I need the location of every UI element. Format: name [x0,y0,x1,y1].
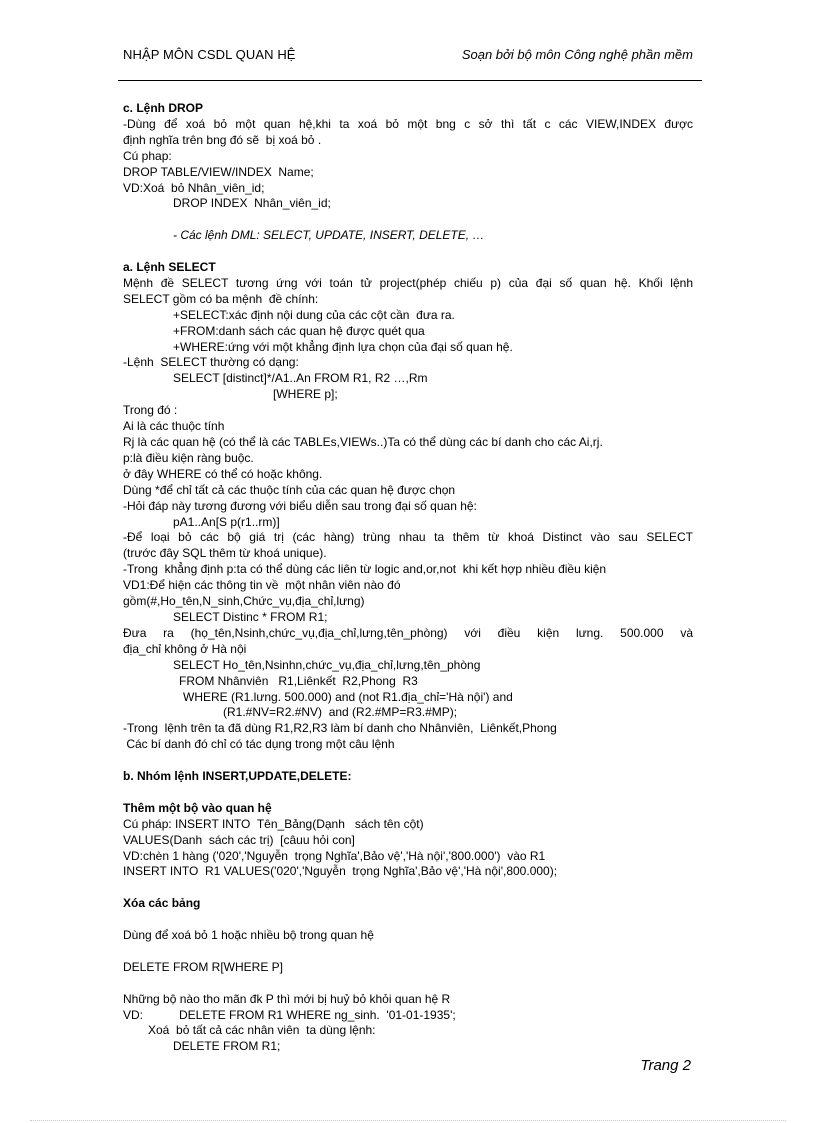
formula-line: pA1..An[S p(r1..rm)] [173,514,280,529]
code-line: DROP TABLE/VIEW/INDEX Name; [123,164,314,179]
paragraph-line: Rj là các quan hệ (có thể là các TABLEs,VIEWs..)Ta có thể dùng các bí danh cho các Ai,rj. [123,435,603,449]
code-line: INSERT INTO R1 VALUES('020','Nguyễn trọng Nghĩa',Bảo vệ','Hà nội',800.000); [123,864,558,879]
section-title-select: a. Lệnh SELECT [123,260,216,275]
paragraph-line: p:là điều kiện ràng buộc. [123,450,254,465]
spacer [123,944,693,960]
code-inline: DELETE FROM R1 WHERE ng_sinh. '01-01-1935'; [179,1007,456,1022]
paragraph-line: Mệnh đề SELECT tương ứng với toán tử project(phép chiếu p) của đại số quan hệ. Khối lệnh [123,275,693,290]
spacer [123,753,693,769]
paragraph-line: VD:Xoá bỏ Nhân_viên_id; [123,180,265,195]
paragraph-line: -Để loại bỏ các bộ giá trị (các hàng) trùng nhau ta thêm từ khoá Distinct vào sau SELECT [123,530,693,545]
header-divider [118,80,702,81]
section-title-insert: Thêm một bộ vào quan hệ [123,800,272,815]
paragraph-line: Trong đó : [123,403,178,418]
spacer [123,785,693,801]
header-author: Soạn bởi bộ môn Công nghệ phần mềm [461,47,693,62]
section-title-group: b. Nhóm lệnh INSERT,UPDATE,DELETE: [123,769,352,784]
dml-note: - Các lệnh DML: SELECT, UPDATE, INSERT, DELETE, … [173,228,485,243]
paragraph-line: Xoá bỏ tất cả các nhân viên ta dùng lệnh: [148,1023,376,1038]
code-line: SELECT Ho_tên,Nsinhn,chức_vụ,địa_chỉ,lưng,tên_phòng [173,657,481,672]
code-line: DROP INDEX Nhân_viên_id; [173,196,331,211]
paragraph-line: -Dùng để xoá bỏ một quan hệ,khi ta xoá bỏ một bng c sở thì tất c các VIEW,INDEX được [123,116,693,131]
paragraph-line: VD:chèn 1 hàng ('020','Nguyễn trọng Nghĩa',Bảo vệ','Hà nội','800.000') vào R1 [123,848,546,863]
spacer [123,912,693,928]
paragraph-line: Những bộ nào tho mãn đk P thì mới bị huỷ bỏ khỏi quan hệ R [123,991,451,1006]
paragraph-line: định nghĩa trên bng đó sẽ bị xoá bỏ . [123,132,322,147]
document-body [123,101,693,1055]
page-header [123,47,693,67]
paragraph-line: (trước đây SQL thêm từ khoá unique). [123,546,327,561]
code-line: [WHERE p]; [273,387,338,402]
code-line: DELETE FROM R[WHERE P] [123,959,284,974]
section-title-drop: c. Lệnh DROP [123,101,204,115]
paragraph-line: Ai là các thuộc tính [123,419,225,434]
spacer [123,212,693,228]
paragraph-line: Đưa ra (họ_tên,Nsinh,chức_vụ,địa_chỉ,lưng,tên_phòng) với điều kiện lưng. 500.000 và [123,625,693,640]
paragraph-line: Cú phap: [123,148,172,163]
list-item: +FROM:danh sách các quan hệ được quét qua [173,323,425,338]
paragraph-line: Cú pháp: INSERT INTO Tên_Bảng(Dạnh sách tên cột) [123,816,424,831]
example-label: VD: [123,1007,144,1022]
code-line: FROM Nhânviên R1,Liênkết R2,Phong R3 [179,673,418,688]
paragraph-line: địa_chỉ không ở Hà nội [123,641,247,656]
paragraph-line: Dùng *để chỉ tất cả các thuộc tính của các quan hệ được chọn [123,482,456,497]
code-line: (R1.#NV=R2.#NV) and (R2.#MP=R3.#MP); [223,705,458,720]
page-bottom-border [30,1120,786,1121]
paragraph-line: VD1:Để hiện các thông tin về một nhân viên nào đó [123,578,401,593]
code-line: SELECT [distinct]*/A1..An FROM R1, R2 …,Rm [173,371,428,386]
list-item: +WHERE:ứng với một khẳng định lựa chọn của đại số quan hệ. [173,339,513,354]
code-line: WHERE (R1.lưng. 500.000) and (not R1.địa_chỉ='Hà nội') and [183,689,513,704]
list-item: +SELECT:xác định nội dung của các cột cần đưa ra. [173,307,455,322]
paragraph-line: VALUES(Danh sách các trị) [câuu hỏi con] [123,832,355,847]
spacer [123,880,693,896]
section-title-delete: Xóa các bảng [123,896,201,911]
paragraph-line: -Lệnh SELECT thường có dạng: [123,355,299,370]
paragraph-line: -Hỏi đáp này tương đương với biểu diễn sau trong đại số quan hệ: [123,498,477,513]
page-number: Trang 2 [640,1057,691,1074]
paragraph-line: Các bí danh đó chỉ có tác dụng trong một câu lệnh [123,737,395,752]
example-line [123,1008,693,1024]
spacer [123,976,693,992]
paragraph-line: gồm(#,Ho_tên,N_sinh,Chức_vụ,địa_chỉ,lưng) [123,594,365,609]
paragraph-line: ở đây WHERE có thể có hoặc không. [123,466,323,481]
paragraph-line: -Trong khẳng định p:ta có thể dùng các liên từ logic and,or,not khi kết hợp nhiều điều kiện [123,562,607,577]
paragraph-line: Dùng để xoá bỏ 1 hoặc nhiều bộ trong quan hệ [123,928,374,943]
code-line: SELECT Distinc * FROM R1; [173,609,328,624]
paragraph-line: SELECT gồm có ba mệnh đề chính: [123,291,319,306]
code-line: DELETE FROM R1; [173,1039,281,1054]
spacer [123,244,693,260]
header-course-title: NHẬP MÔN CSDL QUAN HỆ [123,47,296,62]
paragraph-line: -Trong lệnh trên ta đã dùng R1,R2,R3 làm bí danh cho Nhânviên, Liênkết,Phong [123,721,557,736]
